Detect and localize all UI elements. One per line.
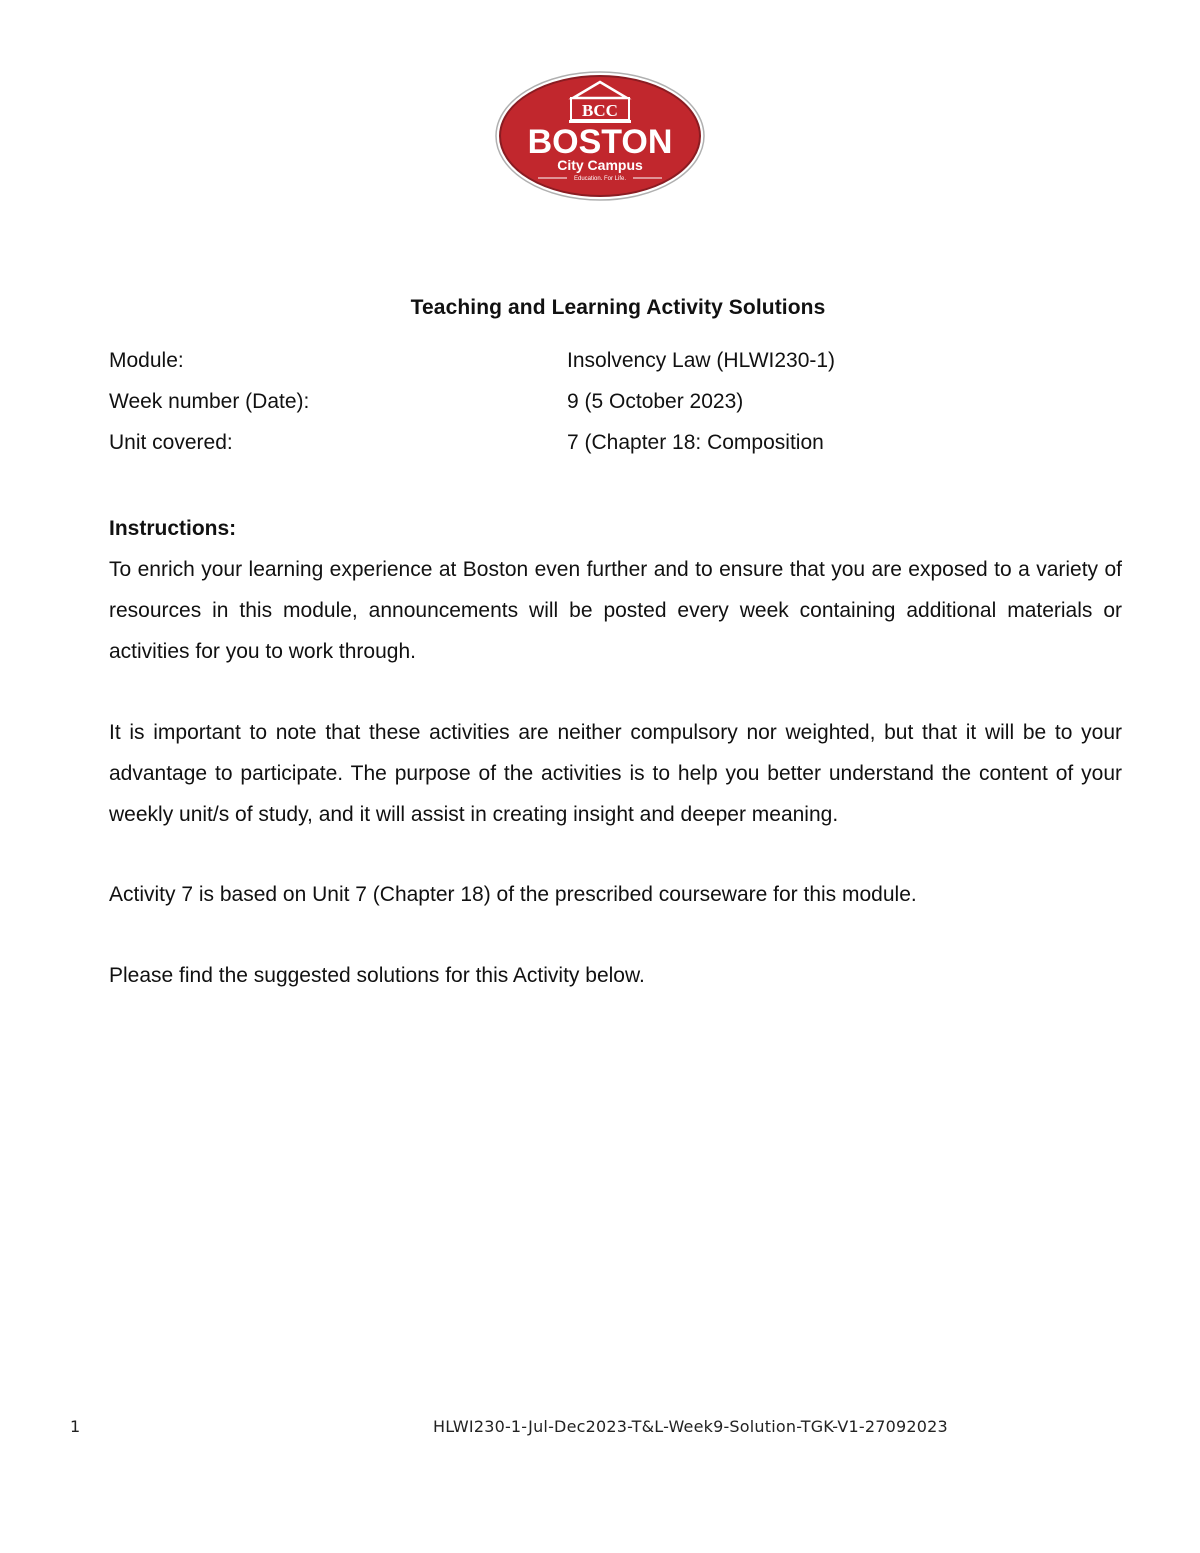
- logo-subname: City Campus: [557, 157, 643, 173]
- paragraph-solutions: Please find the suggested solutions for this Activity below.: [109, 964, 645, 987]
- meta-label: Module:: [109, 349, 184, 372]
- logo-emblem: [493, 68, 707, 204]
- logo-name: BOSTON: [527, 123, 673, 161]
- page-number: 1: [70, 1417, 81, 1436]
- boston-city-campus-logo: [493, 68, 707, 204]
- meta-label: Week number (Date):: [109, 390, 310, 413]
- meta-value: 7 (Chapter 18: Composition: [567, 431, 824, 454]
- paragraph-activity: Activity 7 is based on Unit 7 (Chapter 18) of the prescribed courseware for this module.: [109, 883, 917, 906]
- document-code: HLWI230-1-Jul-Dec2023-T&L-Week9-Solution-TGK-V1-27092023: [433, 1417, 948, 1436]
- meta-value: Insolvency Law (HLWI230-1): [567, 349, 836, 372]
- meta-label: Unit covered:: [109, 431, 233, 454]
- meta-row-unit: [109, 431, 1109, 459]
- meta-row-week: [109, 390, 1109, 418]
- paragraph-importance: It is important to note that these activities are neither compulsory nor weighted, but that it will be to your advantage to participate. The purpose of the activities is to help you better understand the content of your weekly unit/s of study, and it will assist in creating insight and deeper meaning.: [109, 721, 1122, 826]
- logo-monogram: BCC: [582, 101, 618, 120]
- document-title: Teaching and Learning Activity Solutions: [410, 296, 826, 319]
- meta-row-module: [109, 349, 1109, 377]
- meta-value: 9 (5 October 2023): [567, 390, 744, 413]
- logo-tagline: Education. For Life.: [573, 176, 627, 182]
- paragraph-intro: To enrich your learning experience at Boston even further and to ensure that you are exposed to a variety of resources in this module, announcements will be posted every week containing additional materials or activities for you to work through.: [109, 558, 1122, 663]
- instructions-heading: Instructions:: [109, 517, 237, 540]
